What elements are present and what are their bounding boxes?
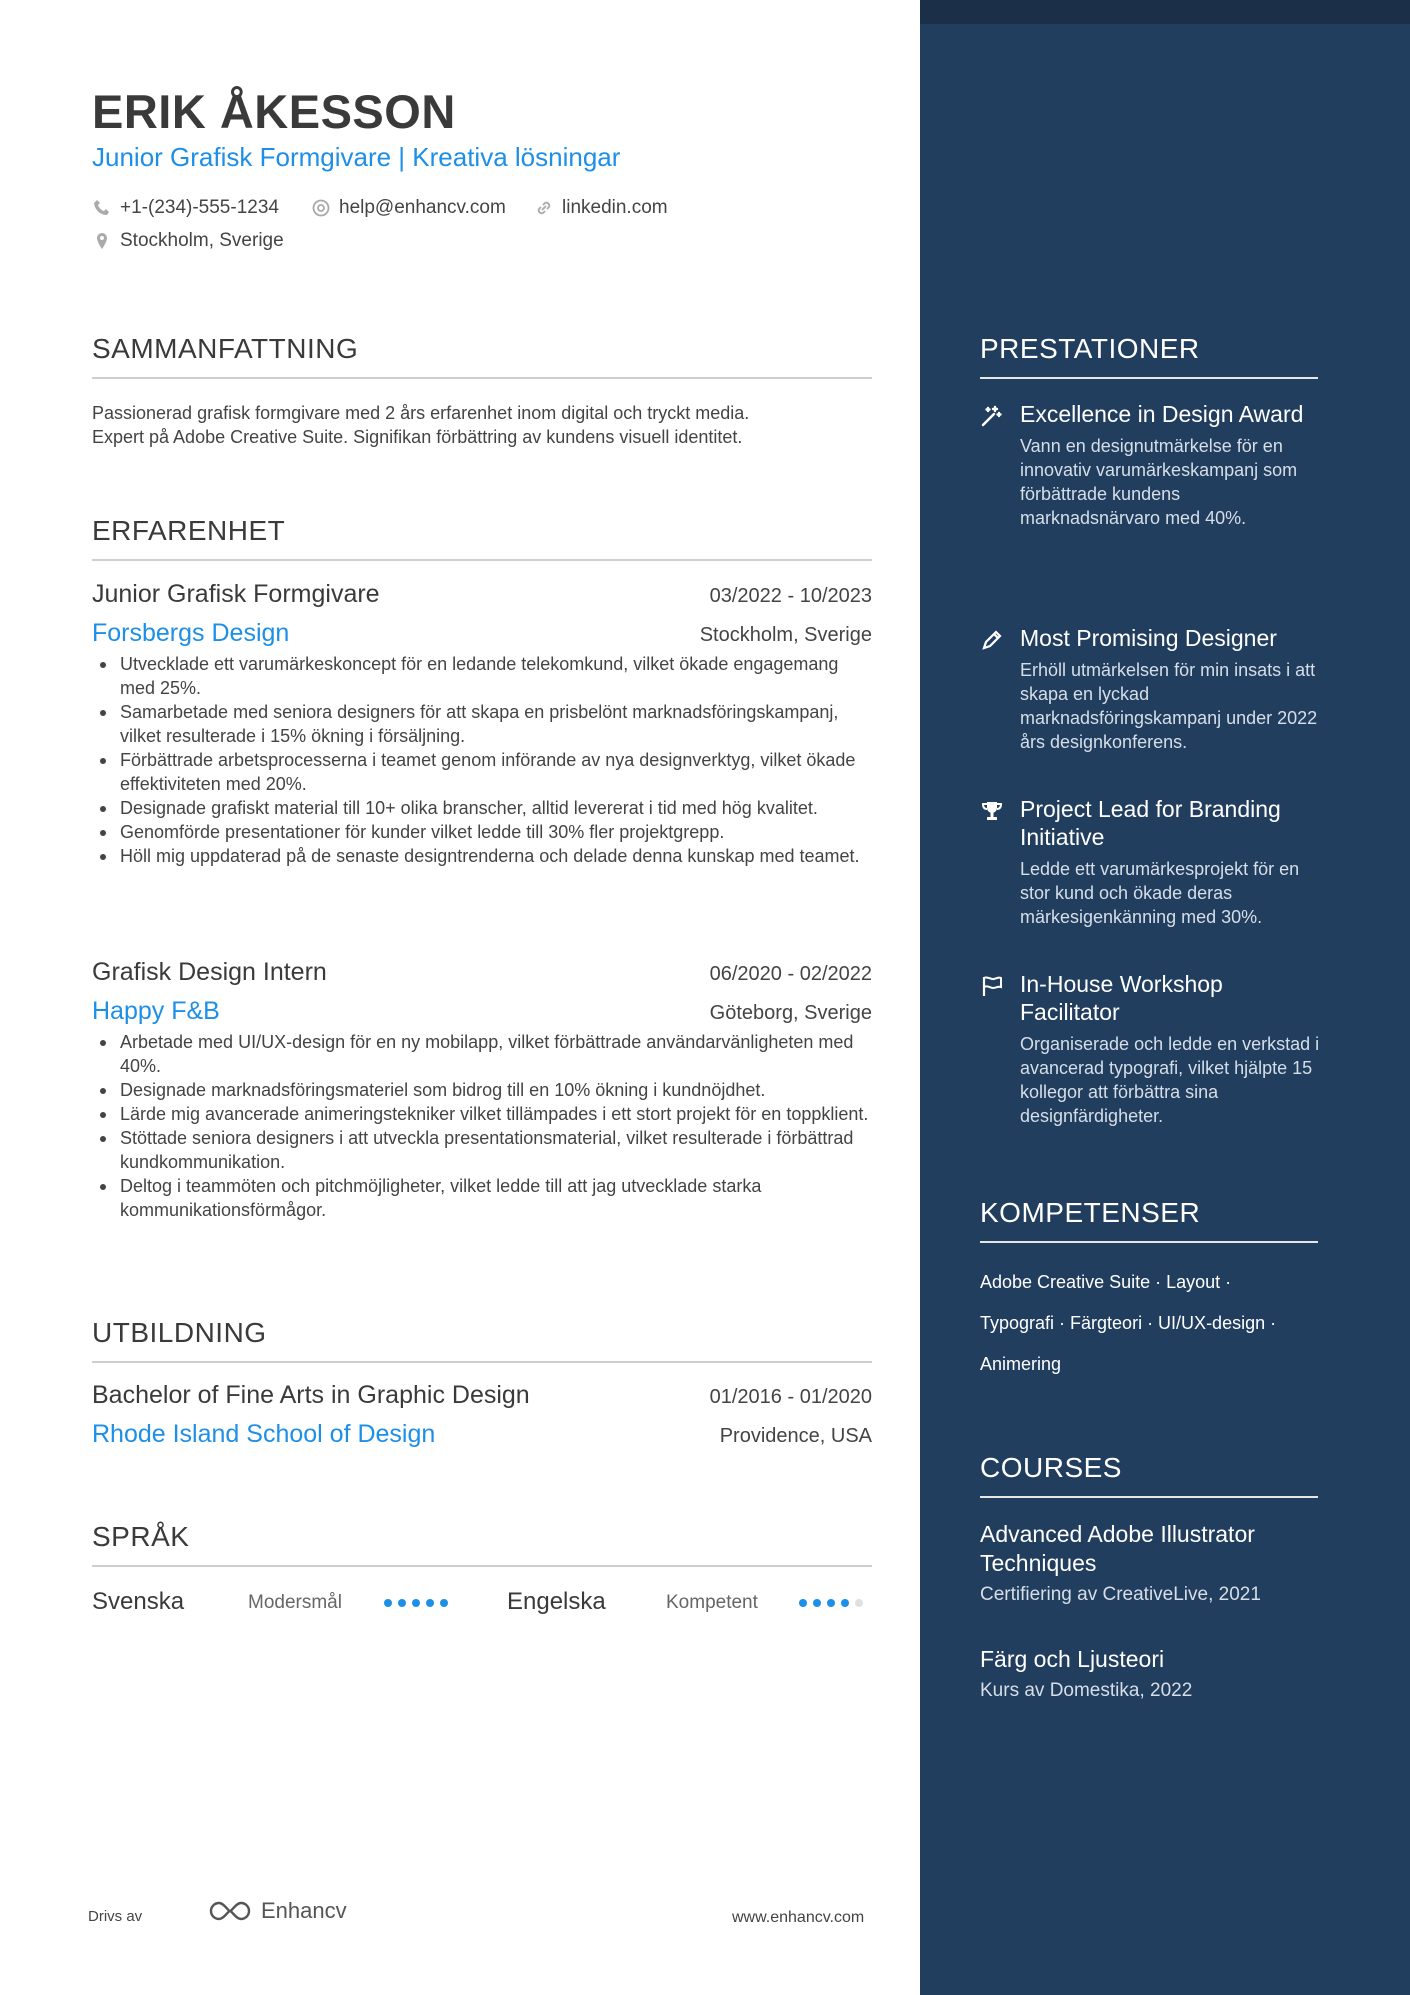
powered-by-label: Drivs av bbox=[88, 1908, 143, 1925]
job-role: Grafisk Design Intern bbox=[92, 958, 327, 986]
education-degree: Bachelor of Fine Arts in Graphic Design bbox=[92, 1381, 530, 1409]
languages-section bbox=[92, 1521, 872, 1567]
languages-row bbox=[92, 1588, 872, 1620]
link-icon bbox=[534, 198, 554, 218]
location-text: Stockholm, Sverige bbox=[120, 230, 284, 251]
courses-heading: COURSES bbox=[980, 1452, 1318, 1498]
job-entry bbox=[92, 580, 872, 868]
job-bullet: Genomförde presentationer för kunder vilket ledde till 30% fler projektgrepp. bbox=[92, 820, 872, 844]
course-title: Advanced Adobe Illustrator Techniques bbox=[980, 1521, 1255, 1576]
language-name: Svenska bbox=[92, 1588, 185, 1615]
rating-dot-empty bbox=[855, 1599, 863, 1607]
flag-icon bbox=[980, 974, 1004, 998]
rating-dot-filled bbox=[426, 1599, 434, 1607]
course-title: Färg och Ljusteori bbox=[980, 1646, 1165, 1672]
magic-wand-icon bbox=[980, 404, 1004, 428]
job-bullet: Lärde mig avancerade animeringstekniker vilket tillämpades i ett stort projekt för en toppklient. bbox=[92, 1102, 872, 1126]
job-bullet: Stöttade seniora designers i att utveckla presentationsmaterial, vilket resulterade i förbättrad kundkommunikation. bbox=[92, 1126, 872, 1174]
sidebar-top-band bbox=[920, 0, 1410, 24]
skills-list bbox=[980, 1262, 1320, 1385]
job-dates: 06/2020 - 02/2022 bbox=[709, 963, 872, 985]
experience-heading: ERFARENHET bbox=[92, 515, 872, 561]
achievement-item bbox=[980, 970, 1320, 1128]
job-bullet: Höll mig uppdaterad på de senaste designtrenderna och delade denna kunskap med teamet. bbox=[92, 844, 872, 868]
achievement-title: Most Promising Designer bbox=[1020, 625, 1277, 651]
skills-line: Typografi · Färgteori · UI/UX-design · bbox=[980, 1313, 1277, 1333]
job-entry bbox=[92, 958, 872, 1222]
rating-dot-filled bbox=[841, 1599, 849, 1607]
courses-section bbox=[980, 1452, 1318, 1498]
pen-icon bbox=[980, 628, 1004, 652]
summary-text: Passionerad grafisk formgivare med 2 års erfarenhet inom digital och tryckt media. Expert på Adobe Creative Suite. Signifikan förbättring av kundens visuell identitet. bbox=[92, 403, 750, 447]
rating-dot-filled bbox=[412, 1599, 420, 1607]
language-rating bbox=[384, 1599, 448, 1607]
job-role: Junior Grafisk Formgivare bbox=[92, 580, 380, 608]
job-bullet: Designade marknadsföringsmateriel som bidrog till en 10% ökning i kundnöjdhet. bbox=[92, 1078, 872, 1102]
education-school: Rhode Island School of Design bbox=[92, 1420, 436, 1448]
skills-line: Animering bbox=[980, 1354, 1062, 1374]
languages-heading: SPRÅK bbox=[92, 1521, 872, 1567]
job-bullet: Förbättrade arbetsprocesserna i teamet genom införande av nya designverktyg, vilket ökade effektiviteten med 20%. bbox=[92, 748, 872, 796]
achievement-item bbox=[980, 795, 1320, 929]
achievement-desc: Erhöll utmärkelsen för min insats i att skapa en lyckad marknadsföringskampanj under 2022 års designkonferens. bbox=[1020, 660, 1318, 752]
language-level: Modersmål bbox=[248, 1592, 342, 1613]
achievement-desc: Organiserade och ledde en verkstad i avancerad typografi, vilket hjälpte 15 kollegor att förbättra sina designfärdigheter. bbox=[1020, 1034, 1320, 1126]
language-rating bbox=[799, 1599, 863, 1607]
rating-dot-filled bbox=[799, 1599, 807, 1607]
job-dates: 03/2022 - 10/2023 bbox=[709, 585, 872, 607]
rating-dot-filled bbox=[384, 1599, 392, 1607]
job-company: Happy F&B bbox=[92, 997, 220, 1025]
summary-heading: SAMMANFATTNING bbox=[92, 333, 872, 379]
achievements-heading: PRESTATIONER bbox=[980, 333, 1318, 379]
achievement-item bbox=[980, 400, 1320, 530]
phone-text[interactable]: +1-(234)-555-1234 bbox=[120, 197, 279, 218]
experience-section bbox=[92, 515, 872, 561]
course-provider: Certifiering av CreativeLive, 2021 bbox=[980, 1584, 1261, 1605]
job-bullets bbox=[92, 652, 872, 868]
language-name: Engelska bbox=[507, 1588, 606, 1615]
website-link[interactable]: www.enhancv.com bbox=[732, 1909, 865, 1926]
candidate-name: ERIK ÅKESSON bbox=[92, 85, 456, 138]
rating-dot-filled bbox=[813, 1599, 821, 1607]
enhancv-logo[interactable] bbox=[207, 1898, 347, 1924]
skills-section bbox=[980, 1197, 1318, 1243]
job-bullet: Samarbetade med seniora designers för att skapa en prisbelönt marknadsföringskampanj, vilket resulterade i 15% ökning i försäljning. bbox=[92, 700, 872, 748]
achievement-title: Excellence in Design Award bbox=[1020, 401, 1304, 427]
achievement-item bbox=[980, 624, 1320, 754]
rating-dot-filled bbox=[440, 1599, 448, 1607]
course-provider: Kurs av Domestika, 2022 bbox=[980, 1680, 1193, 1701]
infinity-logo-icon bbox=[207, 1899, 253, 1923]
achievements-section bbox=[980, 333, 1318, 379]
education-section bbox=[92, 1317, 872, 1449]
phone-icon bbox=[92, 198, 112, 218]
course-item bbox=[980, 1520, 1318, 1606]
trophy-icon bbox=[980, 799, 1004, 823]
email-link[interactable]: help@enhancv.com bbox=[339, 197, 506, 218]
achievement-title: In-House Workshop Facilitator bbox=[1020, 971, 1223, 1025]
linkedin-link[interactable]: linkedin.com bbox=[562, 197, 668, 218]
job-bullet: Utvecklade ett varumärkeskoncept för en ledande telekomkund, vilket ökade engagemang med 25%. bbox=[92, 652, 872, 700]
job-bullets bbox=[92, 1030, 872, 1222]
rating-dot-filled bbox=[827, 1599, 835, 1607]
location-icon bbox=[92, 231, 112, 251]
summary-section bbox=[92, 333, 872, 449]
language-level: Kompetent bbox=[666, 1592, 758, 1613]
achievement-desc: Ledde ett varumärkesprojekt för en stor kund och ökade deras märkesigenkänning med 30%. bbox=[1020, 859, 1300, 927]
job-bullet: Arbetade med UI/UX-design för en ny mobilapp, vilket förbättrade användarvänligheten med 40%. bbox=[92, 1030, 872, 1078]
education-dates: 01/2016 - 01/2020 bbox=[709, 1386, 872, 1408]
job-company: Forsbergs Design bbox=[92, 619, 290, 647]
course-item bbox=[980, 1645, 1318, 1702]
skills-line: Adobe Creative Suite · Layout · bbox=[980, 1272, 1232, 1292]
skills-heading: KOMPETENSER bbox=[980, 1197, 1318, 1243]
education-location: Providence, USA bbox=[719, 1425, 872, 1447]
education-heading: UTBILDNING bbox=[92, 1317, 872, 1363]
contact-email bbox=[311, 197, 506, 219]
brand-name: Enhancv bbox=[261, 1898, 347, 1923]
rating-dot-filled bbox=[398, 1599, 406, 1607]
contact-linkedin bbox=[534, 197, 668, 219]
job-bullet: Designade grafiskt material till 10+ olika branscher, alltid levererat i tid med hög kvalitet. bbox=[92, 796, 872, 820]
candidate-title: Junior Grafisk Formgivare | Kreativa lösningar bbox=[92, 142, 621, 172]
contact-phone bbox=[92, 197, 279, 219]
job-bullet: Deltog i teammöten och pitchmöjligheter, vilket ledde till att jag utvecklade starka kommunikationsförmågor. bbox=[92, 1174, 872, 1222]
achievement-desc: Vann en designutmärkelse för en innovativ varumärkeskampanj som förbättrade kundens marknadsnärvaro med 40%. bbox=[1020, 436, 1298, 528]
at-icon bbox=[311, 198, 331, 218]
job-location: Göteborg, Sverige bbox=[709, 1002, 872, 1024]
achievement-title: Project Lead for Branding Initiative bbox=[1020, 796, 1281, 850]
contact-location bbox=[92, 230, 284, 252]
job-location: Stockholm, Sverige bbox=[699, 624, 872, 646]
